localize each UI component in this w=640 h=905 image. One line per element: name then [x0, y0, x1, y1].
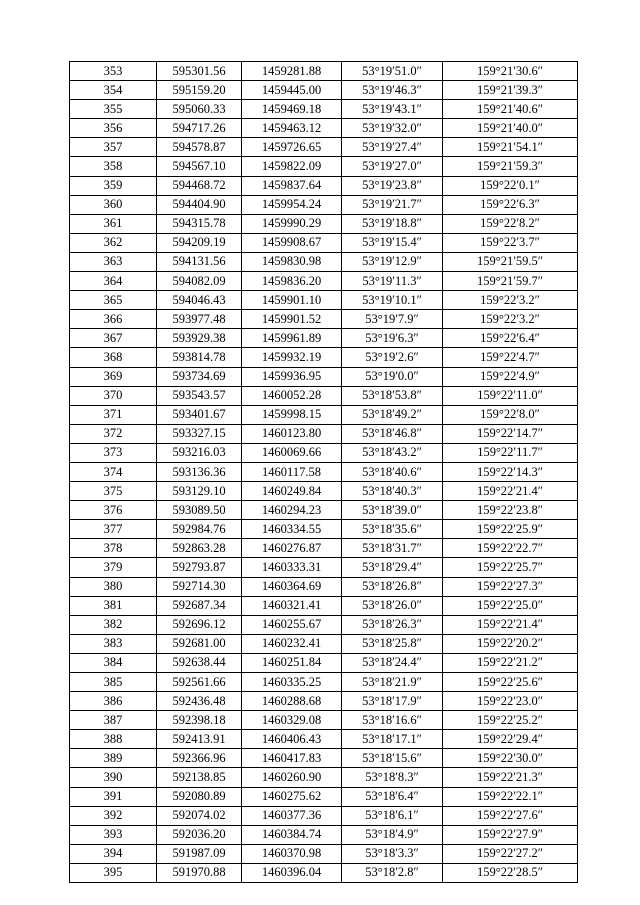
table-row	[70, 501, 578, 520]
longitude-cell: 159°22′14.7″	[443, 424, 578, 443]
latitude-cell: 53°18′6.4″	[342, 787, 443, 806]
x-coordinate-cell: 591970.88	[157, 863, 242, 882]
x-coordinate-cell: 593734.69	[157, 367, 242, 386]
table-row	[70, 233, 578, 252]
table-row	[70, 291, 578, 310]
latitude-cell: 53°18′49.2″	[342, 405, 443, 424]
latitude-cell: 53°18′25.8″	[342, 634, 443, 653]
x-coordinate-cell: 592366.96	[157, 749, 242, 768]
table-row	[70, 520, 578, 539]
y-coordinate-cell: 1460069.66	[242, 443, 342, 462]
point-number-cell: 380	[70, 577, 157, 596]
table-row	[70, 806, 578, 825]
longitude-cell: 159°22′25.9″	[443, 520, 578, 539]
y-coordinate-cell: 1459954.24	[242, 195, 342, 214]
point-number-cell: 392	[70, 806, 157, 825]
longitude-cell: 159°22′21.3″	[443, 768, 578, 787]
point-number-cell: 383	[70, 634, 157, 653]
latitude-cell: 53°18′26.8″	[342, 577, 443, 596]
latitude-cell: 53°19′21.7″	[342, 195, 443, 214]
x-coordinate-cell: 592687.34	[157, 596, 242, 615]
x-coordinate-cell: 592714.30	[157, 577, 242, 596]
point-number-cell: 353	[70, 62, 157, 81]
point-number-cell: 386	[70, 692, 157, 711]
y-coordinate-cell: 1460335.25	[242, 673, 342, 692]
longitude-cell: 159°21′59.7″	[443, 272, 578, 291]
point-number-cell: 393	[70, 825, 157, 844]
longitude-cell: 159°22′27.3″	[443, 577, 578, 596]
table-row	[70, 825, 578, 844]
table-row	[70, 348, 578, 367]
longitude-cell: 159°22′3.7″	[443, 233, 578, 252]
coordinates-table	[69, 61, 578, 883]
point-number-cell: 390	[70, 768, 157, 787]
x-coordinate-cell: 594578.87	[157, 138, 242, 157]
x-coordinate-cell: 594717.26	[157, 119, 242, 138]
longitude-cell: 159°22′6.4″	[443, 329, 578, 348]
y-coordinate-cell: 1460288.68	[242, 692, 342, 711]
table-row	[70, 443, 578, 462]
longitude-cell: 159°22′21.2″	[443, 653, 578, 672]
longitude-cell: 159°22′14.3″	[443, 462, 578, 481]
longitude-cell: 159°22′28.5″	[443, 863, 578, 882]
y-coordinate-cell: 1459463.12	[242, 119, 342, 138]
longitude-cell: 159°21′30.6″	[443, 62, 578, 81]
x-coordinate-cell: 594082.09	[157, 272, 242, 291]
point-number-cell: 377	[70, 520, 157, 539]
point-number-cell: 384	[70, 653, 157, 672]
longitude-cell: 159°22′4.7″	[443, 348, 578, 367]
point-number-cell: 364	[70, 272, 157, 291]
y-coordinate-cell: 1460249.84	[242, 482, 342, 501]
longitude-cell: 159°22′23.8″	[443, 501, 578, 520]
table-row	[70, 749, 578, 768]
longitude-cell: 159°21′39.3″	[443, 81, 578, 100]
latitude-cell: 53°18′26.0″	[342, 596, 443, 615]
latitude-cell: 53°18′29.4″	[342, 558, 443, 577]
y-coordinate-cell: 1460232.41	[242, 634, 342, 653]
y-coordinate-cell: 1460123.80	[242, 424, 342, 443]
x-coordinate-cell: 593089.50	[157, 501, 242, 520]
latitude-cell: 53°18′17.9″	[342, 692, 443, 711]
x-coordinate-cell: 593216.03	[157, 443, 242, 462]
longitude-cell: 159°21′59.3″	[443, 157, 578, 176]
point-number-cell: 381	[70, 596, 157, 615]
coordinates-table-body	[70, 62, 578, 883]
longitude-cell: 159°22′25.2″	[443, 711, 578, 730]
y-coordinate-cell: 1459901.10	[242, 291, 342, 310]
longitude-cell: 159°22′3.2″	[443, 310, 578, 329]
point-number-cell: 368	[70, 348, 157, 367]
latitude-cell: 53°19′15.4″	[342, 233, 443, 252]
table-row	[70, 386, 578, 405]
x-coordinate-cell: 592036.20	[157, 825, 242, 844]
longitude-cell: 159°22′0.1″	[443, 176, 578, 195]
latitude-cell: 53°18′39.0″	[342, 501, 443, 520]
point-number-cell: 361	[70, 214, 157, 233]
point-number-cell: 388	[70, 730, 157, 749]
table-row	[70, 730, 578, 749]
table-row	[70, 329, 578, 348]
table-row	[70, 462, 578, 481]
longitude-cell: 159°22′3.2″	[443, 291, 578, 310]
x-coordinate-cell: 593327.15	[157, 424, 242, 443]
table-row	[70, 692, 578, 711]
latitude-cell: 53°18′6.1″	[342, 806, 443, 825]
table-row	[70, 863, 578, 882]
latitude-cell: 53°18′17.1″	[342, 730, 443, 749]
table-row	[70, 577, 578, 596]
latitude-cell: 53°18′4.9″	[342, 825, 443, 844]
table-row	[70, 100, 578, 119]
y-coordinate-cell: 1460052.28	[242, 386, 342, 405]
y-coordinate-cell: 1460321.41	[242, 596, 342, 615]
x-coordinate-cell: 592696.12	[157, 615, 242, 634]
x-coordinate-cell: 595159.20	[157, 81, 242, 100]
y-coordinate-cell: 1460260.90	[242, 768, 342, 787]
y-coordinate-cell: 1460117.58	[242, 462, 342, 481]
latitude-cell: 53°18′31.7″	[342, 539, 443, 558]
x-coordinate-cell: 592793.87	[157, 558, 242, 577]
latitude-cell: 53°19′51.0″	[342, 62, 443, 81]
latitude-cell: 53°19′2.6″	[342, 348, 443, 367]
x-coordinate-cell: 592681.00	[157, 634, 242, 653]
table-row	[70, 176, 578, 195]
y-coordinate-cell: 1460294.23	[242, 501, 342, 520]
table-row	[70, 634, 578, 653]
table-row	[70, 653, 578, 672]
latitude-cell: 53°19′23.8″	[342, 176, 443, 195]
y-coordinate-cell: 1460377.36	[242, 806, 342, 825]
point-number-cell: 359	[70, 176, 157, 195]
table-row	[70, 367, 578, 386]
y-coordinate-cell: 1459901.52	[242, 310, 342, 329]
point-number-cell: 395	[70, 863, 157, 882]
y-coordinate-cell: 1460334.55	[242, 520, 342, 539]
x-coordinate-cell: 593977.48	[157, 310, 242, 329]
point-number-cell: 355	[70, 100, 157, 119]
point-number-cell: 360	[70, 195, 157, 214]
x-coordinate-cell: 592413.91	[157, 730, 242, 749]
x-coordinate-cell: 595060.33	[157, 100, 242, 119]
x-coordinate-cell: 594567.10	[157, 157, 242, 176]
x-coordinate-cell: 595301.56	[157, 62, 242, 81]
y-coordinate-cell: 1459445.00	[242, 81, 342, 100]
point-number-cell: 372	[70, 424, 157, 443]
x-coordinate-cell: 592138.85	[157, 768, 242, 787]
longitude-cell: 159°22′22.1″	[443, 787, 578, 806]
latitude-cell: 53°19′32.0″	[342, 119, 443, 138]
point-number-cell: 358	[70, 157, 157, 176]
point-number-cell: 362	[70, 233, 157, 252]
longitude-cell: 159°22′29.4″	[443, 730, 578, 749]
longitude-cell: 159°22′25.0″	[443, 596, 578, 615]
latitude-cell: 53°18′8.3″	[342, 768, 443, 787]
y-coordinate-cell: 1459830.98	[242, 252, 342, 271]
point-number-cell: 354	[70, 81, 157, 100]
latitude-cell: 53°18′40.3″	[342, 482, 443, 501]
latitude-cell: 53°18′43.2″	[342, 443, 443, 462]
table-row	[70, 252, 578, 271]
latitude-cell: 53°19′46.3″	[342, 81, 443, 100]
y-coordinate-cell: 1460417.83	[242, 749, 342, 768]
latitude-cell: 53°18′35.6″	[342, 520, 443, 539]
table-row	[70, 310, 578, 329]
y-coordinate-cell: 1459936.95	[242, 367, 342, 386]
x-coordinate-cell: 593543.57	[157, 386, 242, 405]
table-row	[70, 539, 578, 558]
y-coordinate-cell: 1460329.08	[242, 711, 342, 730]
x-coordinate-cell: 593136.36	[157, 462, 242, 481]
y-coordinate-cell: 1460364.69	[242, 577, 342, 596]
y-coordinate-cell: 1459990.29	[242, 214, 342, 233]
y-coordinate-cell: 1460406.43	[242, 730, 342, 749]
x-coordinate-cell: 592398.18	[157, 711, 242, 730]
longitude-cell: 159°22′25.6″	[443, 673, 578, 692]
longitude-cell: 159°22′30.0″	[443, 749, 578, 768]
longitude-cell: 159°21′40.0″	[443, 119, 578, 138]
point-number-cell: 370	[70, 386, 157, 405]
x-coordinate-cell: 593814.78	[157, 348, 242, 367]
latitude-cell: 53°18′16.6″	[342, 711, 443, 730]
table-row	[70, 482, 578, 501]
point-number-cell: 394	[70, 844, 157, 863]
longitude-cell: 159°22′23.0″	[443, 692, 578, 711]
y-coordinate-cell: 1459822.09	[242, 157, 342, 176]
latitude-cell: 53°18′21.9″	[342, 673, 443, 692]
point-number-cell: 369	[70, 367, 157, 386]
y-coordinate-cell: 1459837.64	[242, 176, 342, 195]
point-number-cell: 378	[70, 539, 157, 558]
longitude-cell: 159°22′8.0″	[443, 405, 578, 424]
x-coordinate-cell: 592436.48	[157, 692, 242, 711]
point-number-cell: 365	[70, 291, 157, 310]
point-number-cell: 366	[70, 310, 157, 329]
longitude-cell: 159°22′20.2″	[443, 634, 578, 653]
table-row	[70, 119, 578, 138]
table-row	[70, 195, 578, 214]
latitude-cell: 53°18′46.8″	[342, 424, 443, 443]
point-number-cell: 391	[70, 787, 157, 806]
table-row	[70, 558, 578, 577]
table-row	[70, 596, 578, 615]
x-coordinate-cell: 594404.90	[157, 195, 242, 214]
longitude-cell: 159°22′8.2″	[443, 214, 578, 233]
x-coordinate-cell: 594131.56	[157, 252, 242, 271]
x-coordinate-cell: 594468.72	[157, 176, 242, 195]
y-coordinate-cell: 1460370.98	[242, 844, 342, 863]
point-number-cell: 376	[70, 501, 157, 520]
longitude-cell: 159°22′21.4″	[443, 482, 578, 501]
table-row	[70, 787, 578, 806]
y-coordinate-cell: 1460276.87	[242, 539, 342, 558]
point-number-cell: 356	[70, 119, 157, 138]
point-number-cell: 389	[70, 749, 157, 768]
table-row	[70, 272, 578, 291]
x-coordinate-cell: 594046.43	[157, 291, 242, 310]
y-coordinate-cell: 1459469.18	[242, 100, 342, 119]
y-coordinate-cell: 1459836.20	[242, 272, 342, 291]
latitude-cell: 53°19′18.8″	[342, 214, 443, 233]
latitude-cell: 53°18′24.4″	[342, 653, 443, 672]
x-coordinate-cell: 594209.19	[157, 233, 242, 252]
y-coordinate-cell: 1460384.74	[242, 825, 342, 844]
table-row	[70, 844, 578, 863]
table-row	[70, 157, 578, 176]
point-number-cell: 373	[70, 443, 157, 462]
table-row	[70, 673, 578, 692]
x-coordinate-cell: 592561.66	[157, 673, 242, 692]
latitude-cell: 53°18′3.3″	[342, 844, 443, 863]
table-row	[70, 62, 578, 81]
latitude-cell: 53°18′40.6″	[342, 462, 443, 481]
y-coordinate-cell: 1460275.62	[242, 787, 342, 806]
x-coordinate-cell: 593401.67	[157, 405, 242, 424]
point-number-cell: 374	[70, 462, 157, 481]
longitude-cell: 159°22′25.7″	[443, 558, 578, 577]
y-coordinate-cell: 1459932.19	[242, 348, 342, 367]
latitude-cell: 53°19′27.0″	[342, 157, 443, 176]
latitude-cell: 53°19′10.1″	[342, 291, 443, 310]
table-row	[70, 405, 578, 424]
latitude-cell: 53°19′43.1″	[342, 100, 443, 119]
latitude-cell: 53°19′27.4″	[342, 138, 443, 157]
longitude-cell: 159°22′27.2″	[443, 844, 578, 863]
latitude-cell: 53°19′0.0″	[342, 367, 443, 386]
longitude-cell: 159°22′11.7″	[443, 443, 578, 462]
longitude-cell: 159°21′54.1″	[443, 138, 578, 157]
x-coordinate-cell: 592863.28	[157, 539, 242, 558]
y-coordinate-cell: 1459961.89	[242, 329, 342, 348]
latitude-cell: 53°19′11.3″	[342, 272, 443, 291]
latitude-cell: 53°18′2.8″	[342, 863, 443, 882]
longitude-cell: 159°21′40.6″	[443, 100, 578, 119]
table-row	[70, 81, 578, 100]
table-row	[70, 424, 578, 443]
y-coordinate-cell: 1459908.67	[242, 233, 342, 252]
x-coordinate-cell: 594315.78	[157, 214, 242, 233]
point-number-cell: 357	[70, 138, 157, 157]
point-number-cell: 363	[70, 252, 157, 271]
table-row	[70, 711, 578, 730]
x-coordinate-cell: 592080.89	[157, 787, 242, 806]
x-coordinate-cell: 591987.09	[157, 844, 242, 863]
x-coordinate-cell: 592638.44	[157, 653, 242, 672]
table-row	[70, 138, 578, 157]
latitude-cell: 53°18′15.6″	[342, 749, 443, 768]
point-number-cell: 387	[70, 711, 157, 730]
latitude-cell: 53°19′6.3″	[342, 329, 443, 348]
x-coordinate-cell: 592984.76	[157, 520, 242, 539]
point-number-cell: 385	[70, 673, 157, 692]
latitude-cell: 53°19′7.9″	[342, 310, 443, 329]
longitude-cell: 159°22′22.7″	[443, 539, 578, 558]
longitude-cell: 159°22′21.4″	[443, 615, 578, 634]
longitude-cell: 159°22′11.0″	[443, 386, 578, 405]
table-row	[70, 615, 578, 634]
longitude-cell: 159°21′59.5″	[443, 252, 578, 271]
longitude-cell: 159°22′6.3″	[443, 195, 578, 214]
y-coordinate-cell: 1460255.67	[242, 615, 342, 634]
y-coordinate-cell: 1460333.31	[242, 558, 342, 577]
y-coordinate-cell: 1460251.84	[242, 653, 342, 672]
y-coordinate-cell: 1459726.65	[242, 138, 342, 157]
point-number-cell: 379	[70, 558, 157, 577]
longitude-cell: 159°22′4.9″	[443, 367, 578, 386]
point-number-cell: 367	[70, 329, 157, 348]
x-coordinate-cell: 592074.02	[157, 806, 242, 825]
longitude-cell: 159°22′27.6″	[443, 806, 578, 825]
latitude-cell: 53°18′26.3″	[342, 615, 443, 634]
y-coordinate-cell: 1460396.04	[242, 863, 342, 882]
y-coordinate-cell: 1459281.88	[242, 62, 342, 81]
point-number-cell: 382	[70, 615, 157, 634]
table-row	[70, 214, 578, 233]
y-coordinate-cell: 1459998.15	[242, 405, 342, 424]
longitude-cell: 159°22′27.9″	[443, 825, 578, 844]
x-coordinate-cell: 593929.38	[157, 329, 242, 348]
table-row	[70, 768, 578, 787]
latitude-cell: 53°18′53.8″	[342, 386, 443, 405]
point-number-cell: 371	[70, 405, 157, 424]
point-number-cell: 375	[70, 482, 157, 501]
latitude-cell: 53°19′12.9″	[342, 252, 443, 271]
x-coordinate-cell: 593129.10	[157, 482, 242, 501]
